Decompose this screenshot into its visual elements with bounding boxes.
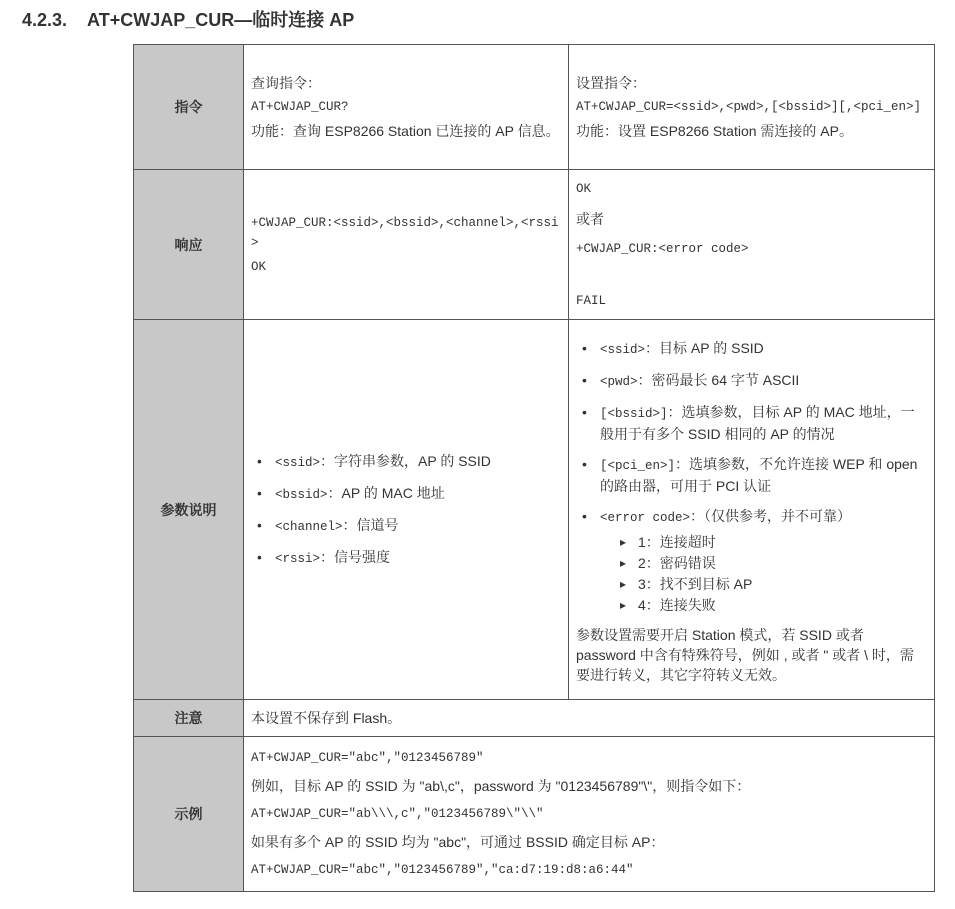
set-response-ok: OK — [576, 181, 592, 196]
set-response-fail: FAIL — [576, 293, 607, 308]
command-spec-table — [133, 44, 935, 892]
example-desc-1: 例如，目标 AP 的 SSID 为 "ab\,c"，password 为 "0123456789"\"，则指令如下： — [251, 778, 751, 794]
query-command-desc: 功能：查询 ESP8266 Station 已连接的 AP 信息。 — [251, 123, 560, 139]
row-params — [134, 320, 935, 700]
example-code-3: AT+CWJAP_CUR="abc","0123456789","ca:d7:19:d8:a6:44" — [251, 863, 634, 877]
label-example: 示例 — [134, 737, 244, 892]
row-response — [134, 170, 935, 320]
cell-query-command — [244, 45, 569, 170]
query-param-item: • <rssi>：信号强度 — [257, 547, 561, 569]
example-code-2: AT+CWJAP_CUR="ab\\\,c","0123456789\"\\" — [251, 807, 544, 821]
query-param-item: • <channel>：信道号 — [257, 515, 561, 537]
row-notice — [134, 700, 935, 737]
cell-set-params — [569, 320, 935, 700]
set-response-error: +CWJAP_CUR:<error code> — [576, 241, 749, 256]
error-code-item: ▸ 3：找不到目标 AP — [620, 574, 927, 594]
set-param-item: • <ssid>：目标 AP 的 SSID — [582, 338, 927, 360]
params-note: 参数设置需要开启 Station 模式，若 SSID 或者 password 中含有特殊符号，例如 , 或者 " 或者 \ 时，需要进行转义，其它字符转义无效。 — [576, 627, 914, 683]
cell-set-command — [569, 45, 935, 170]
section-title: AT+CWJAP_CUR—临时连接 AP — [87, 10, 355, 30]
query-response-line: +CWJAP_CUR:<ssid>,<bssid>,<channel>,<rssi> — [251, 215, 559, 250]
set-param-list — [576, 338, 927, 615]
row-example — [134, 737, 935, 892]
set-response-or: 或者 — [576, 210, 604, 227]
row-command — [134, 45, 935, 170]
query-param-item: • <ssid>：字符串参数，AP 的 SSID — [257, 451, 561, 473]
error-code-item: ▸ 2：密码错误 — [620, 553, 927, 573]
query-response-ok: OK — [251, 259, 267, 274]
set-command-desc: 功能：设置 ESP8266 Station 需连接的 AP。 — [576, 123, 853, 139]
cell-set-response — [569, 170, 935, 320]
error-code-list — [620, 532, 927, 615]
cell-example — [244, 737, 935, 892]
example-desc-2: 如果有多个 AP 的 SSID 均为 "abc"，可通过 BSSID 确定目标 AP： — [251, 834, 665, 850]
label-command: 指令 — [134, 45, 244, 170]
cell-query-response — [244, 170, 569, 320]
query-param-item: • <bssid>：AP 的 MAC 地址 — [257, 483, 561, 505]
section-heading — [22, 6, 354, 32]
notice-text: 本设置不保存到 Flash。 — [244, 700, 935, 737]
query-param-list — [251, 451, 561, 569]
set-param-item: • [<pci_en>]：选填参数，不允许连接 WEP 和 open 的路由器，可用于 PCI 认证 — [582, 454, 927, 496]
set-param-item: • [<bssid>]：选填参数，目标 AP 的 MAC 地址，一般用于有多个 SSID 相同的 AP 的情况 — [582, 402, 927, 444]
error-code-item: ▸ 4：连接失败 — [620, 595, 927, 615]
label-response: 响应 — [134, 170, 244, 320]
label-notice: 注意 — [134, 700, 244, 737]
set-param-item: • <pwd>：密码最长 64 字节 ASCII — [582, 370, 927, 392]
section-number: 4.2.3. — [22, 10, 68, 30]
label-params: 参数说明 — [134, 320, 244, 700]
cell-query-params — [244, 320, 569, 700]
set-command-code: AT+CWJAP_CUR=<ssid>,<pwd>,[<bssid>][,<pci_en>] — [576, 100, 922, 114]
example-code-1: AT+CWJAP_CUR="abc","0123456789" — [251, 751, 484, 765]
set-param-item: • <error code>：（仅供参考，并不可靠） ▸ 1：连接超时 ▸ 2：密码错误 ▸ 3：找不到目标 AP ▸ 4：连接失败 — [582, 506, 927, 615]
query-command-code: AT+CWJAP_CUR? — [251, 100, 349, 114]
query-command-title: 查询指令： — [251, 75, 321, 91]
error-code-item: ▸ 1：连接超时 — [620, 532, 927, 552]
set-command-title: 设置指令： — [576, 75, 646, 91]
